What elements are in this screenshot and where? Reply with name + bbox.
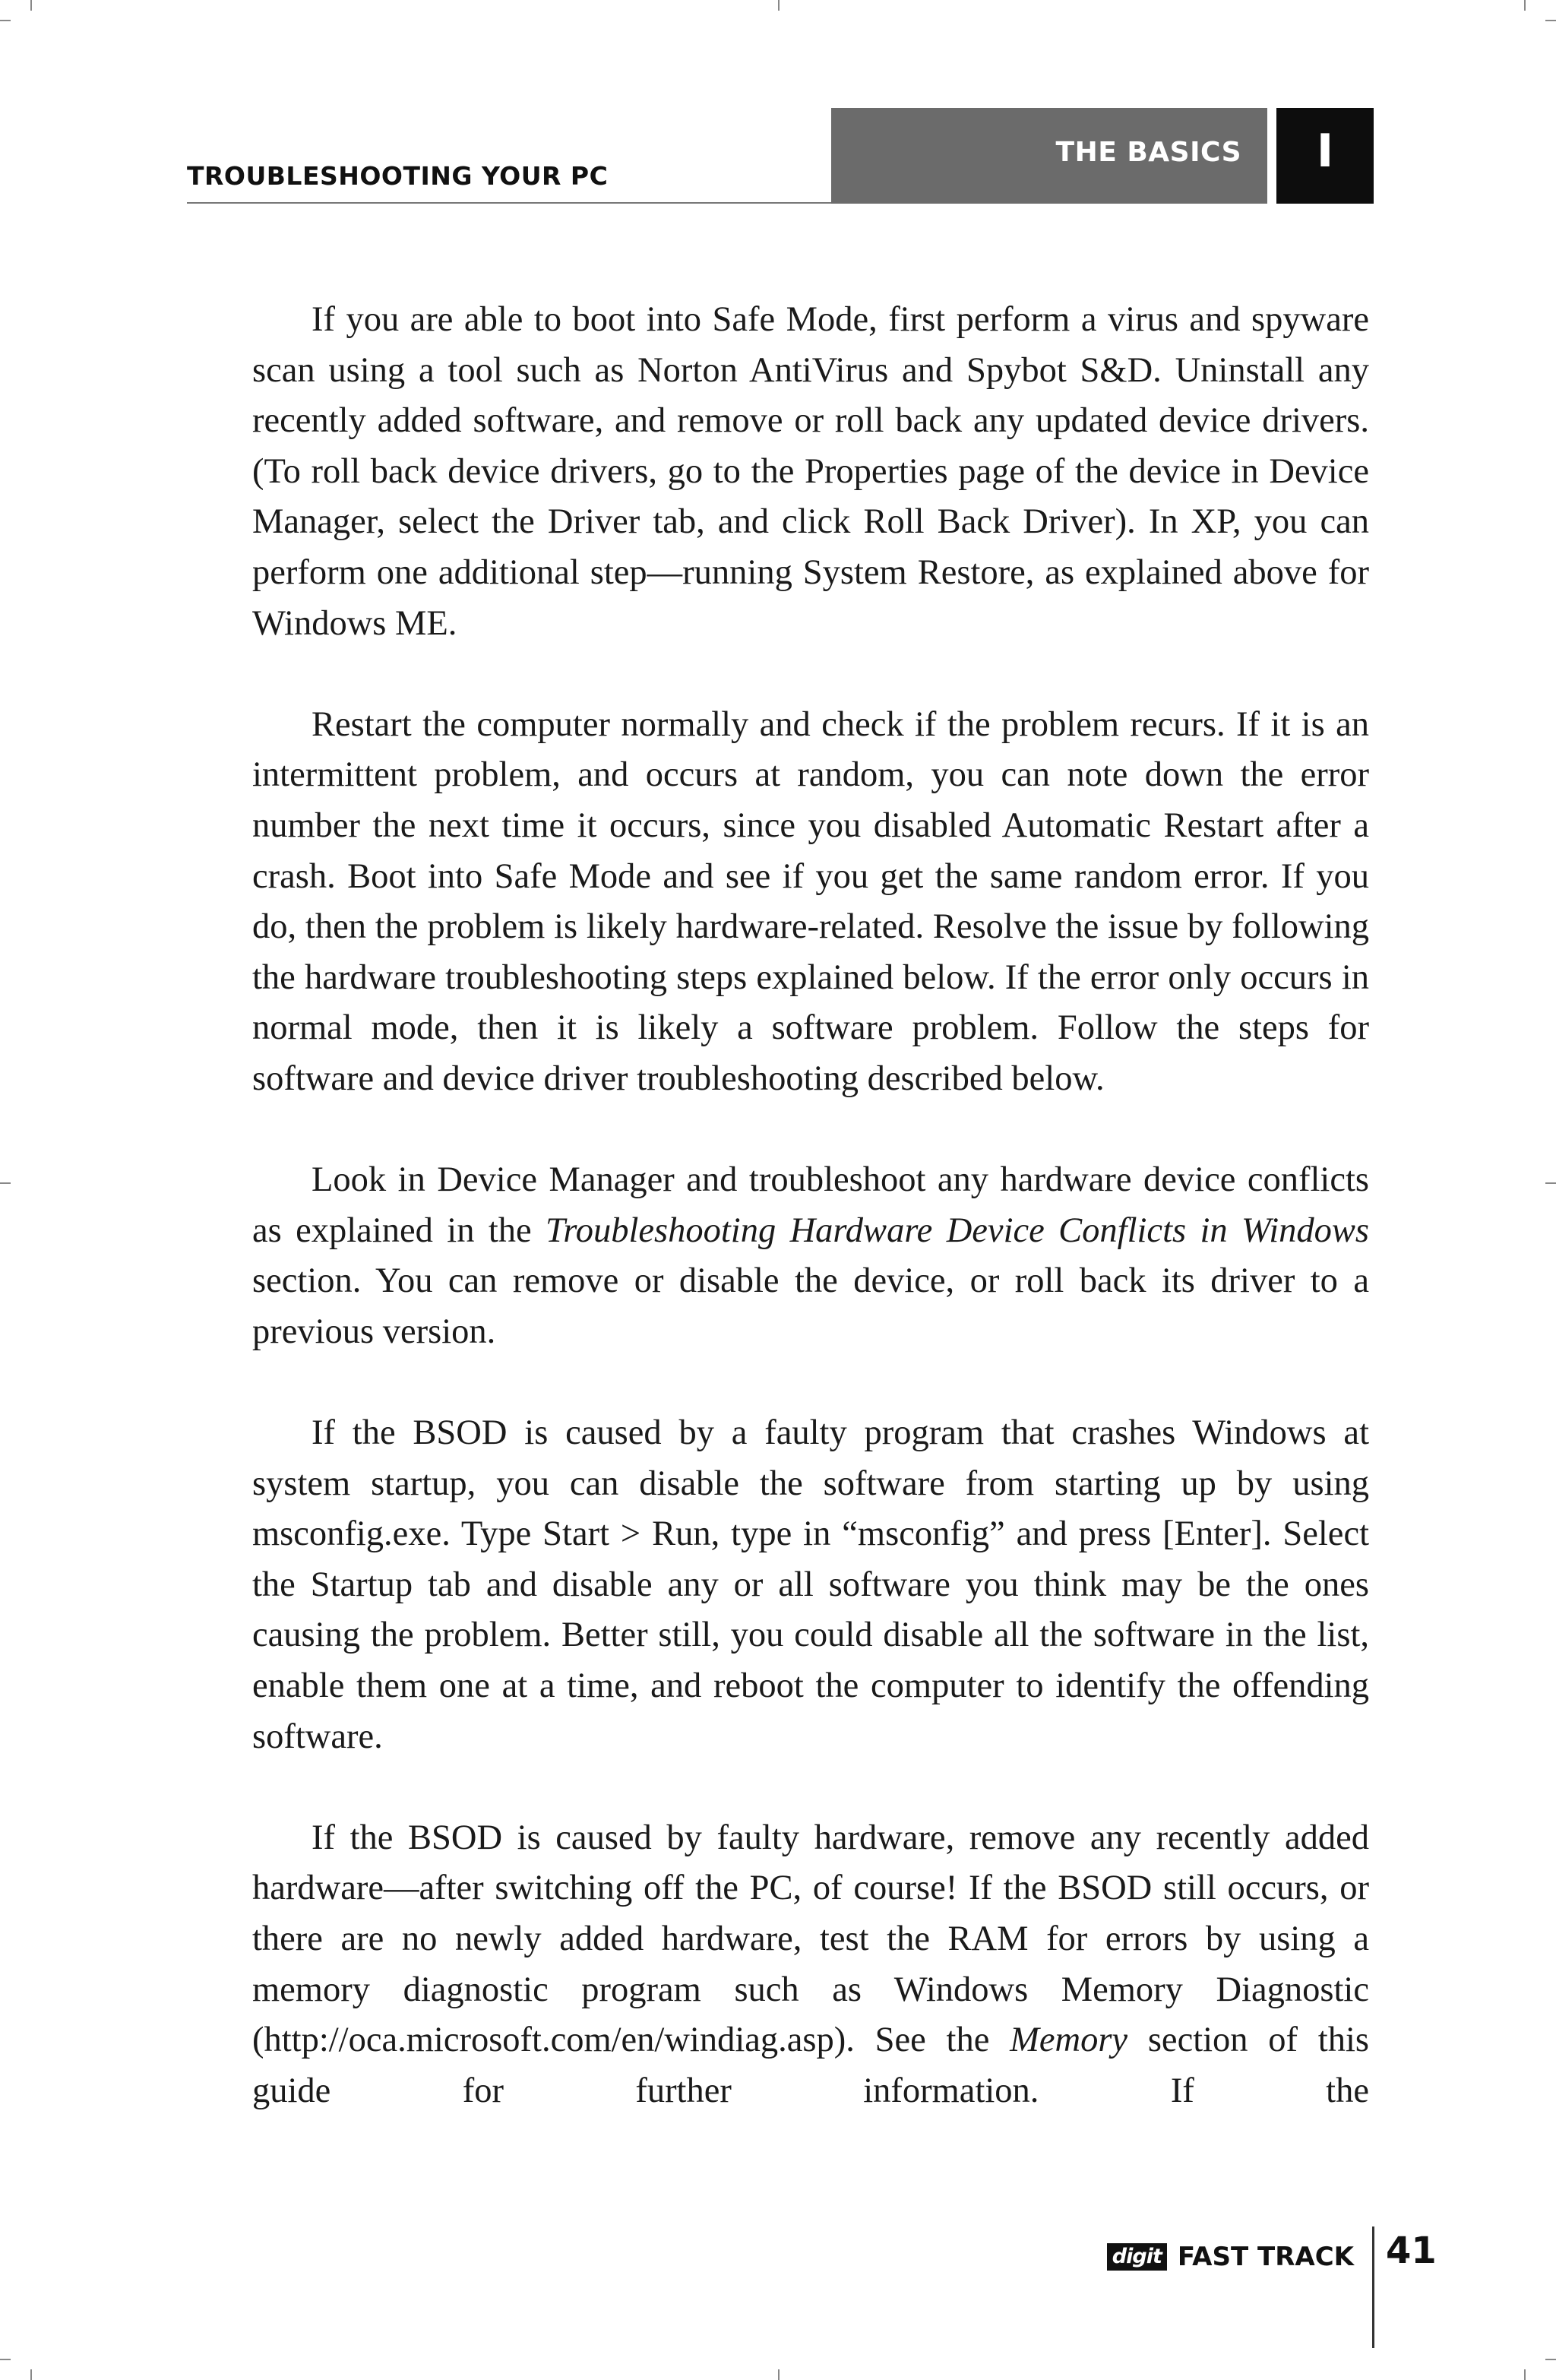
crop-mark [0,20,11,21]
crop-mark [1524,0,1526,11]
paragraph [252,1155,1369,1357]
part-label: I [1316,125,1334,178]
running-head: TROUBLESHOOTING YOUR PC [187,161,609,191]
digit-logo: digit [1107,2243,1167,2271]
crop-mark [1545,2359,1556,2360]
paragraph-text: section of this guide for further information. If the [252,2021,1369,2110]
crop-mark [1545,20,1556,21]
body-text [252,295,1369,2167]
paragraph-text: Look in Device Manager and troubleshoot any hardware device conflicts as explained in the [252,1160,1369,1250]
footer-brand [1107,2242,1354,2272]
crop-mark [30,2369,32,2380]
crop-mark [30,0,32,11]
crop-mark [778,2369,780,2380]
crop-mark [1524,2369,1526,2380]
brand-name: FAST TRACK [1177,2242,1354,2272]
crop-mark [1545,1182,1556,1184]
section-label: THE BASICS [1055,137,1241,168]
paragraph [252,1813,1369,2117]
section-tab [831,108,1267,204]
paragraph: Restart the computer normally and check if the problem recurs. If it is an intermittent problem, and occurs at random, you can note down the error number the next time it occurs, since you disabled Automatic Restart after a crash. Boot into Safe Mode and see if you get the same random error. If you do, then the problem is likely hardware-related. Resolve the issue by following the hardware troubleshooting steps explained below. If the error only occurs in normal mode, then it is likely a software problem. Follow the steps for software and device driver troubleshooting described below. [252,704,1369,1098]
part-tab [1276,108,1374,204]
paragraph-text: If the BSOD is caused by faulty hardware, remove any recently added hardware—after switching off the PC, of course! If the BSOD still occurs, or there are no newly added hardware, test the RAM for errors by using a memory diagnostic program such as Windows Memory Diagnostic (http://oca.microsoft.com/en/windiag.asp). See the [252,1818,1369,2060]
section-reference: Troubleshooting Hardware Device Conflicts in Windows [546,1211,1369,1250]
paragraph-text: section. You can remove or disable the device, or roll back its driver to a previous version. [252,1261,1369,1351]
header-rule [187,202,831,204]
crop-mark [778,0,780,11]
crop-mark [0,2359,11,2360]
page-number: 41 [1386,2230,1437,2272]
paragraph: If you are able to boot into Safe Mode, first perform a virus and spyware scan using a tool such as Norton AntiVirus and Spybot S&D. Uninstall any recently added software, and remove or roll back any updated device drivers. (To roll back device drivers, go to the Properties page of the device in Device Manager, select the Driver tab, and click Roll Back Driver). In XP, you can perform one additional step—running System Restore, as explained above for Windows ME. [252,300,1369,643]
crop-mark [0,1182,11,1184]
paragraph: If the BSOD is caused by a faulty program that crashes Windows at system startup, you can disable the software from starting up by using msconfig.exe. Type Start > Run, type in “msconfig” and press [Enter]. Select the Startup tab and disable any or all software you think may be the ones causing the problem. Better still, you could disable all the software in the list, enable them one at a time, and reboot the computer to identify the offending software. [252,1413,1369,1756]
section-reference: Memory [1010,2021,1128,2060]
footer-rule [1372,2227,1374,2348]
